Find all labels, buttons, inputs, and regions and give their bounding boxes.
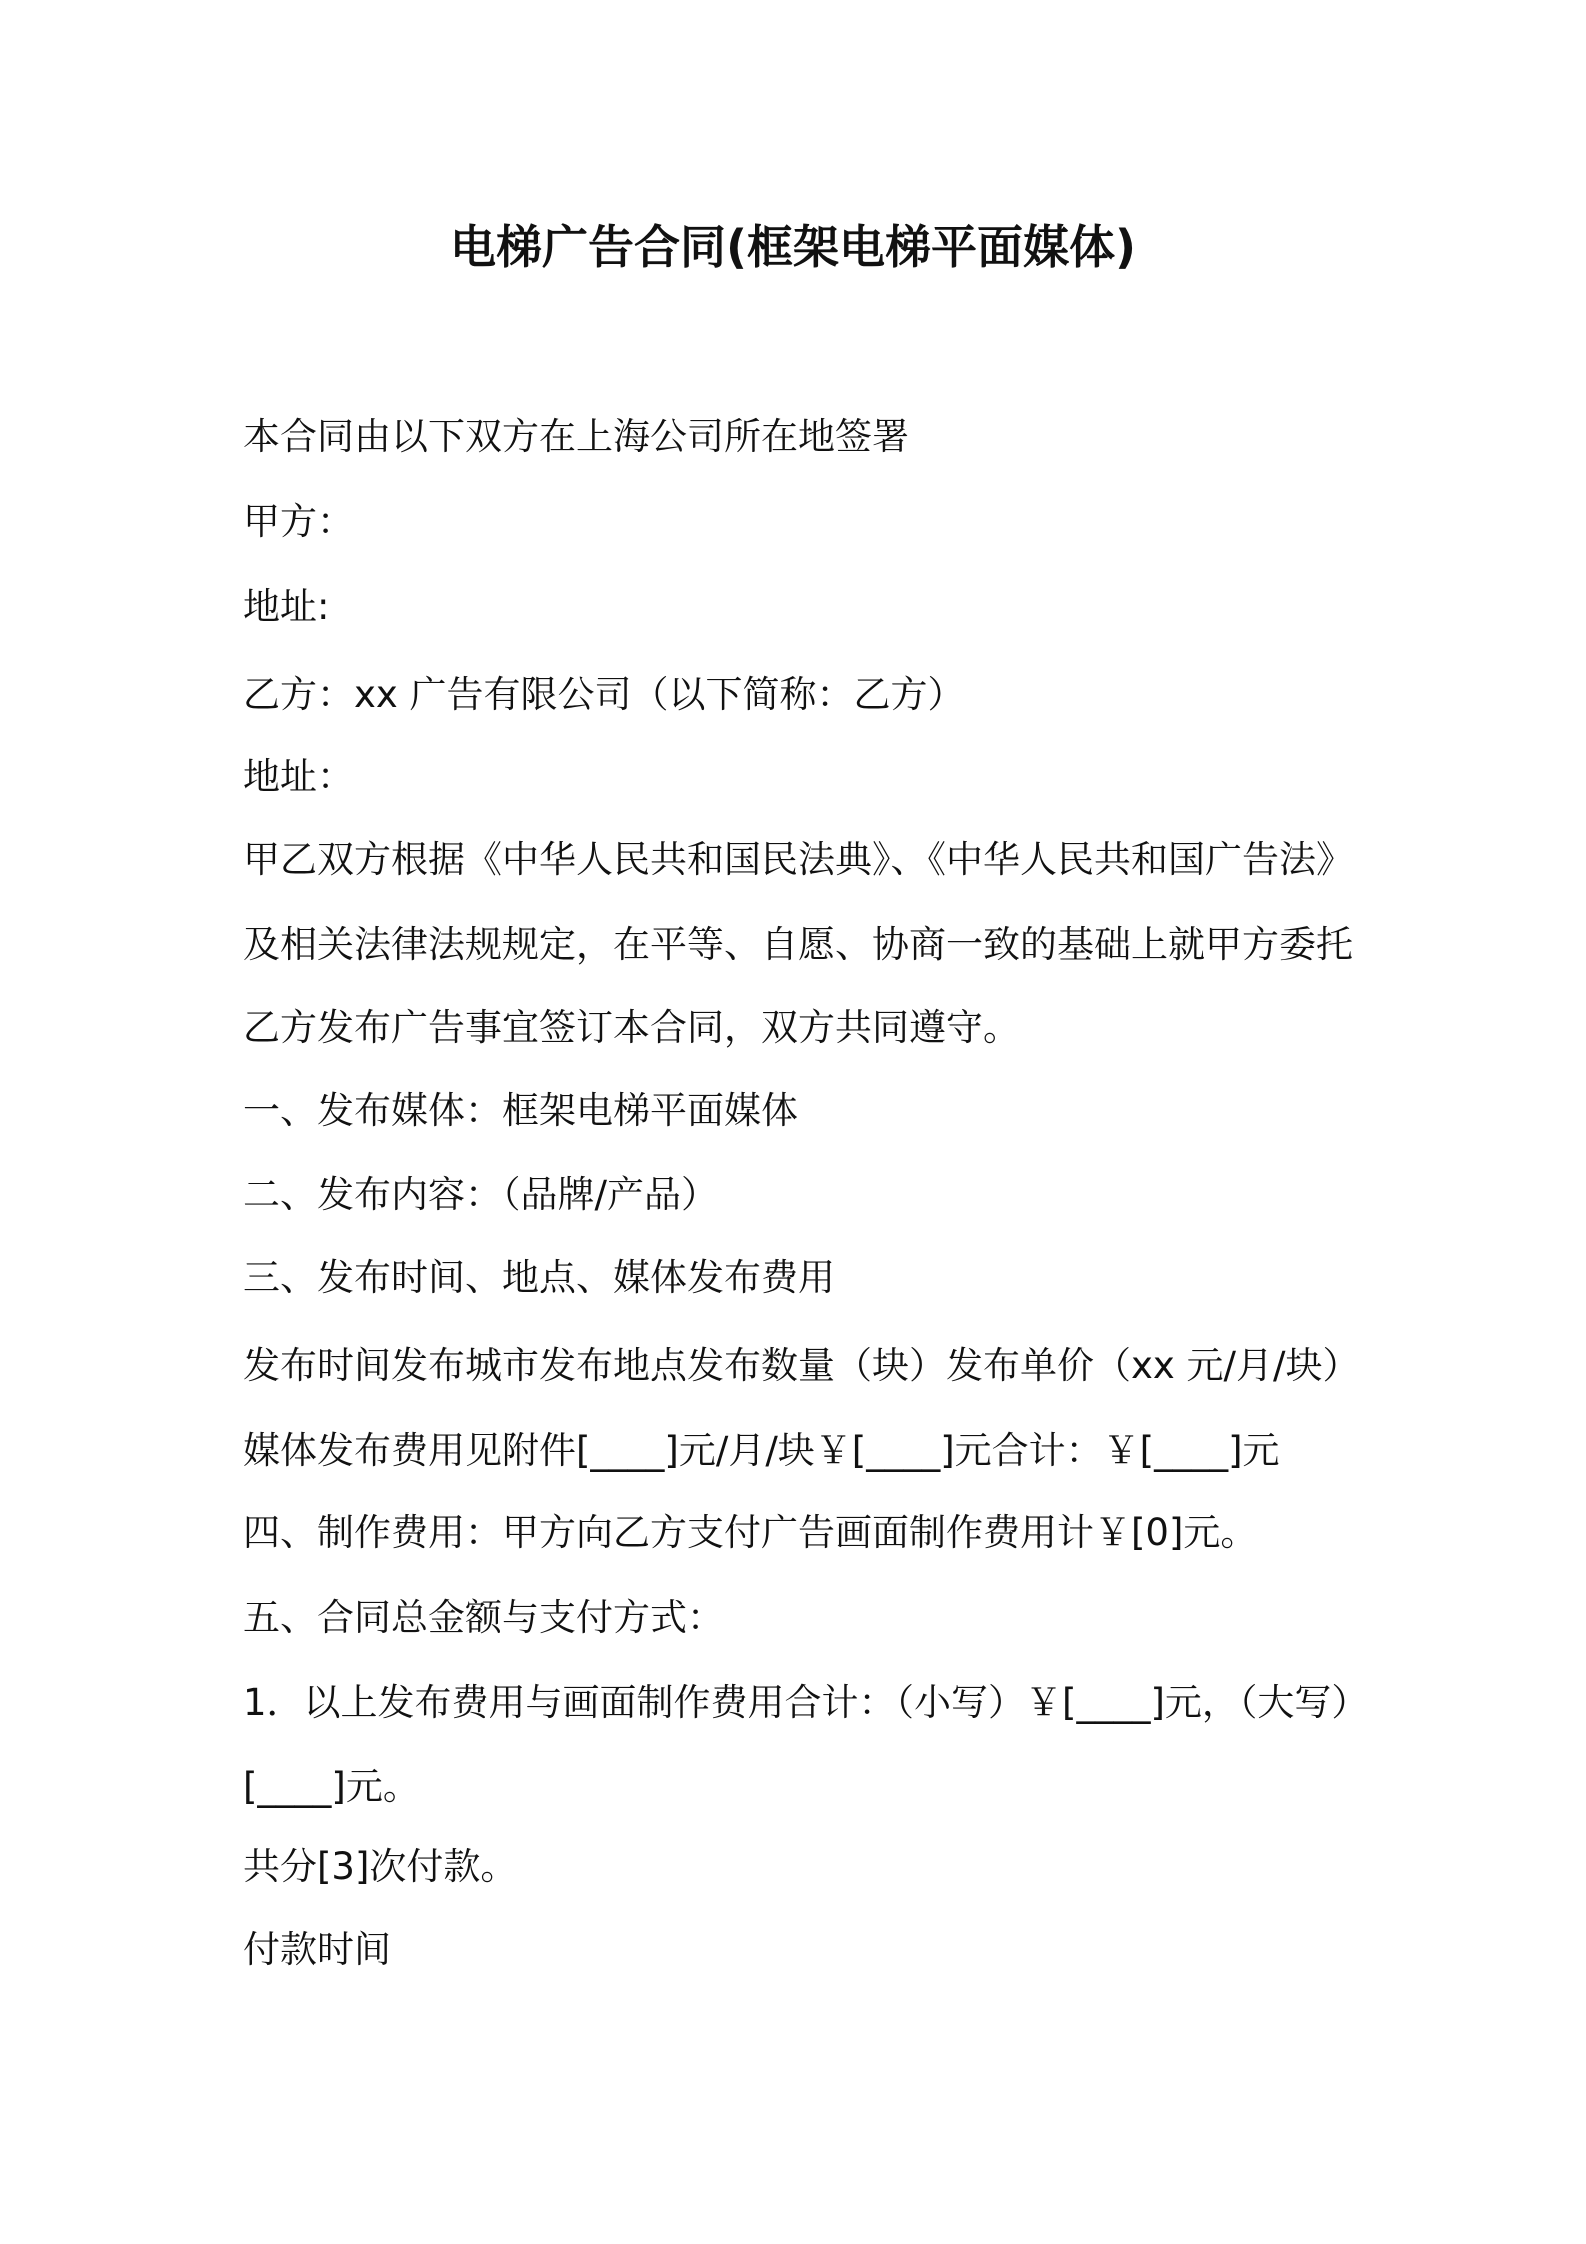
text-line-section-1: 一、发布媒体：框架电梯平面媒体 [243, 1089, 798, 1132]
text-line-party-b-address: 地址： [243, 755, 354, 798]
document-title: 电梯广告合同(框架电梯平面媒体) [449, 220, 1137, 274]
text-line-payment-total-1: 1．以上发布费用与画面制作费用合计：（小写）￥[____]元，（大写） [243, 1681, 1369, 1724]
text-line-section-5: 五、合同总金额与支付方式： [243, 1596, 724, 1639]
text-line-legal-basis-1: 甲乙双方根据《中华人民共和国民法典》、《中华人民共和国广告法》 [243, 838, 1353, 881]
text-line-signing-location: 本合同由以下双方在上海公司所在地签署 [243, 415, 909, 458]
text-line-publishing-fees: 媒体发布费用见附件[____]元/月/块￥[____]元合计：￥[____]元 [243, 1429, 1280, 1472]
text-line-installments: 共分[3]次付款。 [243, 1845, 518, 1888]
text-line-section-4: 四、制作费用：甲方向乙方支付广告画面制作费用计￥[0]元。 [243, 1511, 1258, 1554]
text-line-section-2: 二、发布内容：（品牌/产品） [243, 1173, 718, 1216]
text-line-payment-time: 付款时间 [243, 1928, 391, 1971]
text-line-party-a-address: 地址: [243, 585, 330, 628]
text-line-legal-basis-3: 乙方发布广告事宜签订本合同，双方共同遵守。 [243, 1006, 1020, 1049]
text-line-party-b: 乙方：xx 广告有限公司（以下简称：乙方） [243, 673, 965, 716]
text-line-legal-basis-2: 及相关法律法规规定，在平等、自愿、协商一致的基础上就甲方委托 [243, 923, 1353, 966]
text-line-party-a: 甲方： [243, 500, 354, 543]
text-line-payment-total-2: [____]元。 [243, 1765, 420, 1808]
text-line-publishing-columns: 发布时间发布城市发布地点发布数量（块）发布单价（xx 元/月/块） [243, 1344, 1360, 1387]
text-line-section-3: 三、发布时间、地点、媒体发布费用 [243, 1256, 835, 1299]
